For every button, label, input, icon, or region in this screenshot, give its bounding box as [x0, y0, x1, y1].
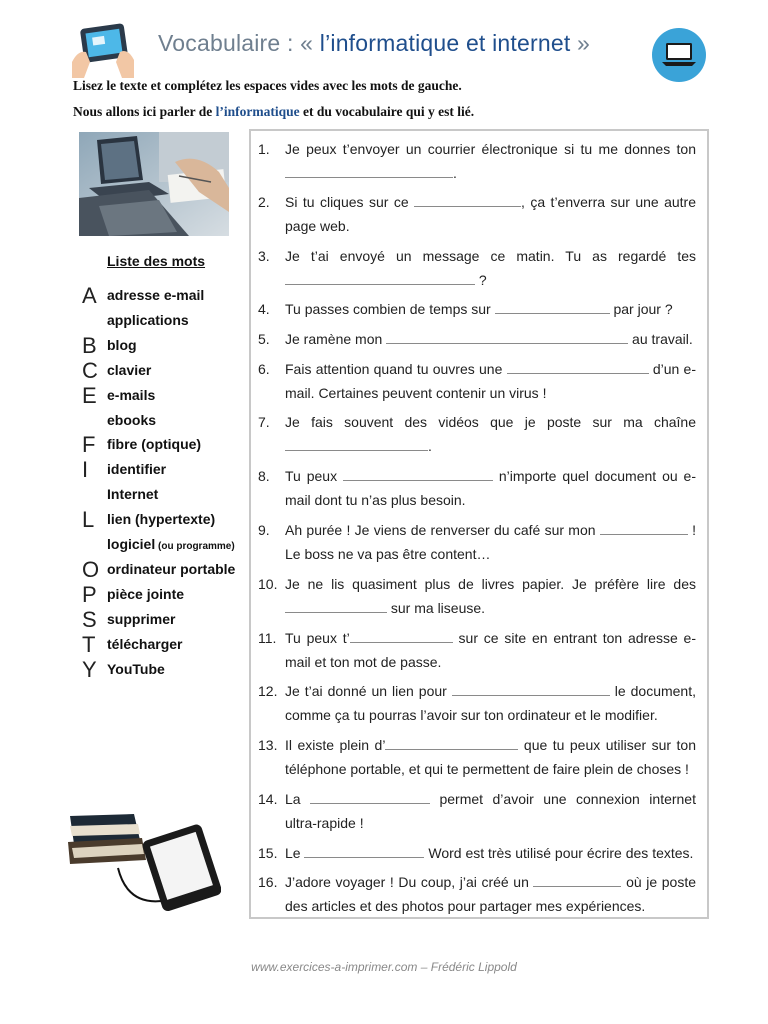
exercise-item: [258, 787, 696, 835]
exercise-text-part: Je ne lis quasiment plus de livres papier. Je préfère lire des: [285, 576, 696, 592]
exercise-item: [258, 190, 696, 238]
exercise-item: [258, 297, 696, 321]
word-list-letter: S: [82, 606, 97, 632]
exercise-text-part: Je ramène mon: [285, 331, 387, 347]
exercise-text-part: , ça t’enverra sur une autre page web.: [285, 194, 697, 234]
exercise-text-part: ?: [475, 272, 487, 288]
fill-in-blank[interactable]: [507, 359, 649, 374]
fill-in-blank[interactable]: [600, 520, 688, 535]
instruction-line-1: Lisez le texte et complétez les espaces vides avec les mots de gauche.: [73, 78, 462, 93]
exercise-item: [258, 841, 696, 865]
word-list-letter: O: [82, 556, 100, 582]
exercise-item: [258, 137, 696, 185]
word-list-item: logiciel (ou programme): [107, 536, 235, 552]
word-list-item: ordinateur portable: [107, 560, 236, 577]
exercise-number: 2.: [258, 194, 270, 210]
word-list-letter: F: [82, 432, 96, 458]
exercise-number: 13.: [258, 737, 278, 753]
exercise-item: [258, 679, 696, 727]
exercise-number: 9.: [258, 522, 270, 538]
exercise-number: 12.: [258, 683, 278, 699]
exercise-text-part: au travail.: [628, 331, 693, 347]
exercise-item: [258, 733, 696, 781]
exercise-text-part: .: [428, 438, 432, 454]
title-suffix: »: [577, 30, 591, 56]
exercise-text-part: Tu peux: [285, 468, 343, 484]
word-list-title: Liste des mots: [107, 253, 206, 269]
exercise-text: [285, 297, 696, 321]
exercise-text-part: le document, comme ça tu pourras l’avoir sur ton ordinateur et le modifier.: [285, 683, 696, 723]
exercise-text-part: que tu peux utiliser sur ton téléphone portable, et qui te permettent de faire plein de choses !: [285, 737, 696, 777]
page-title: [158, 30, 590, 57]
fill-in-blank[interactable]: [285, 598, 387, 613]
word-list-item: applications: [107, 311, 189, 328]
exercise-text-part: Je t’ai envoyé un message ce matin. Tu as regardé tes: [285, 248, 696, 264]
laptop-desk-photo: [79, 132, 229, 236]
word-list-item: supprimer: [107, 610, 176, 627]
exercise-item: [258, 410, 696, 458]
fill-in-blank[interactable]: [285, 163, 453, 178]
word-list-item: YouTube: [107, 660, 165, 677]
word-list-note: (ou programme): [155, 541, 235, 552]
exercise-text: [285, 572, 696, 620]
exercise-item: [258, 870, 696, 918]
fill-in-blank[interactable]: [385, 735, 518, 750]
word-list-item: adresse e-mail: [107, 287, 205, 303]
exercise-number: 10.: [258, 576, 278, 592]
instruction-line-2: [73, 104, 474, 120]
exercise-text-part: Fais attention quand tu ouvres une: [285, 361, 507, 377]
exercise-text-part: J’adore voyager ! Du coup, j’ai créé un: [285, 874, 534, 890]
exercise-text: [285, 787, 696, 835]
fill-in-blank[interactable]: [343, 466, 493, 481]
exercise-text-part: où je poste des articles et des photos pour partager mes expériences.: [285, 874, 696, 914]
ebook-reader-photo: [68, 812, 221, 916]
tablet-hands-icon: [70, 22, 136, 78]
exercise-text: [285, 518, 696, 566]
word-list-item: identifier: [107, 461, 167, 478]
fill-in-blank[interactable]: [285, 270, 475, 285]
word-list-letter: A: [82, 283, 97, 308]
exercise-number: 5.: [258, 331, 270, 347]
word-list-letter: L: [82, 507, 95, 533]
exercise-item: [258, 244, 696, 292]
fill-in-blank[interactable]: [386, 329, 628, 344]
exercise-text: [285, 464, 696, 512]
word-list-letter: E: [82, 382, 97, 408]
exercise-text-part: Tu passes combien de temps sur: [285, 301, 495, 317]
exercise-text-part: sur ce site en entrant ton adresse e-mail et ton mot de passe.: [285, 630, 696, 670]
word-list-item: fibre (optique): [107, 436, 202, 453]
word-list-letter: P: [82, 581, 97, 607]
word-list-item: lien (hypertexte): [107, 511, 216, 528]
fill-in-blank[interactable]: [285, 436, 428, 451]
instruction-text: Nous allons ici parler de: [73, 104, 216, 119]
exercise-item: [258, 327, 696, 351]
title-prefix: Vocabulaire : «: [158, 30, 314, 56]
exercise-text-part: La: [285, 791, 311, 807]
exercise-text: [285, 410, 696, 458]
word-list-item: pièce jointe: [107, 585, 185, 602]
exercise-number: 16.: [258, 874, 278, 890]
exercise-text-part: Ah purée ! Je viens de renverser du café sur mon: [285, 522, 600, 538]
exercise-text-part: Le: [285, 845, 305, 861]
exercise-item: [258, 518, 696, 566]
fill-in-blank[interactable]: [304, 843, 424, 858]
exercise-item: [258, 464, 696, 512]
exercise-text: [285, 137, 696, 185]
exercise-number: 11.: [258, 630, 277, 646]
exercise-text-part: permet d’avoir une connexion internet ultra-rapide !: [285, 791, 696, 831]
exercise-text-part: Je peux t’envoyer un courrier électronique si tu me donnes ton: [285, 141, 696, 157]
exercise-item: [258, 626, 696, 674]
exercise-text-part: sur ma liseuse.: [387, 600, 486, 616]
exercise-text-part: ! Le boss ne va pas être content…: [285, 522, 697, 562]
exercise-text: [285, 870, 696, 918]
exercise-text-part: d’un e-mail. Certaines peuvent contenir un virus !: [285, 361, 696, 401]
exercise-text: [285, 679, 696, 727]
exercise-item: [258, 357, 696, 405]
exercise-text-part: Word est très utilisé pour écrire des textes.: [424, 845, 694, 861]
exercise-number: 6.: [258, 361, 270, 377]
word-list-letter: T: [82, 631, 96, 657]
exercise-text-part: .: [453, 165, 457, 181]
exercise-number: 8.: [258, 468, 270, 484]
word-list-item: e-mails: [107, 386, 156, 403]
exercise-text-part: Si tu cliques sur ce: [285, 194, 415, 210]
exercise-number: 7.: [258, 414, 270, 430]
exercise-text: [285, 244, 696, 292]
exercise-item: [258, 572, 696, 620]
exercise-number: 15.: [258, 845, 278, 861]
exercise-number: 1.: [258, 141, 270, 157]
word-list-item: clavier: [107, 361, 152, 378]
word-list-letter: C: [82, 357, 98, 383]
exercise-text-part: Je t’ai donné un lien pour: [285, 683, 452, 699]
word-list-item: télécharger: [107, 635, 183, 652]
fill-in-blank[interactable]: [414, 192, 521, 207]
exercise-text: [285, 841, 696, 865]
word-list-item: Internet: [107, 486, 159, 503]
fill-in-blank[interactable]: [495, 299, 610, 314]
instruction-text: et du vocabulaire qui y est lié.: [299, 104, 475, 119]
word-list-item: blog: [107, 336, 137, 353]
word-list-letter: Y: [82, 656, 97, 682]
instruction-highlight: l’informatique: [215, 104, 300, 119]
fill-in-blank[interactable]: [310, 789, 430, 804]
exercise-text-part: par jour ?: [609, 301, 673, 317]
exercise-text: [285, 190, 696, 238]
title-highlight: l’informatique et internet: [319, 30, 571, 56]
exercise-number: 4.: [258, 301, 270, 317]
word-list-letter: I: [82, 457, 89, 483]
exercise-text: [285, 327, 696, 351]
exercise-text: [285, 626, 696, 674]
word-list-letter: B: [82, 332, 97, 358]
exercise-text-part: Je fais souvent des vidéos que je poste sur ma chaîne: [285, 414, 696, 430]
exercise-text: [285, 733, 696, 781]
exercise-text: [285, 357, 696, 405]
exercise-number: 14.: [258, 791, 278, 807]
laptop-icon: [652, 28, 706, 82]
exercise-text-part: n’importe quel document ou e-mail dont tu n’as plus besoin.: [285, 468, 696, 508]
exercise-text-part: Il existe plein d’: [285, 737, 386, 753]
footer-credit: www.exercices-a-imprimer.com – Frédéric Lippold: [251, 960, 517, 974]
exercise-text-part: Tu peux t’: [285, 630, 350, 646]
exercise-number: 3.: [258, 248, 270, 264]
word-list-item: ebooks: [107, 411, 157, 428]
fill-in-blank[interactable]: [350, 628, 453, 643]
fill-in-blank[interactable]: [452, 681, 610, 696]
fill-in-blank[interactable]: [533, 872, 621, 887]
